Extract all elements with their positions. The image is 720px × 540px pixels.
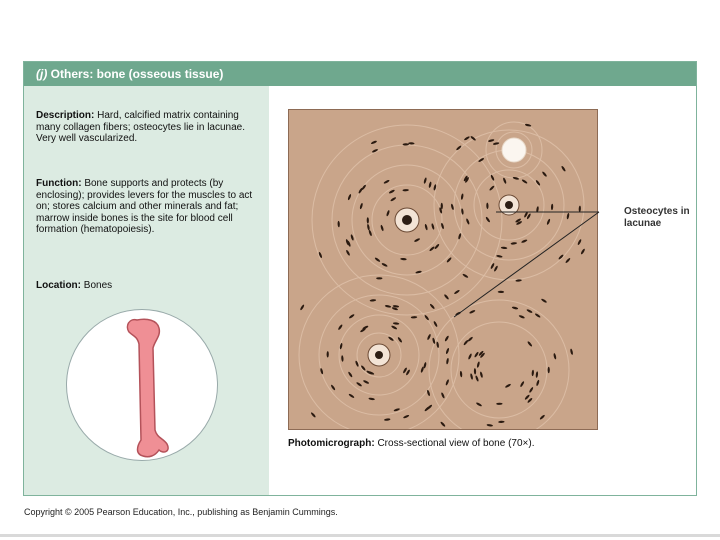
osteocytes-annotation: Osteocytes in lacunae xyxy=(624,206,690,229)
location-text: Bones xyxy=(83,280,113,291)
location-label: Location: xyxy=(36,280,81,291)
function-text: Bone supports and protects (by enclosing); provides levers for the muscles to act on; stores calcium and other minerals and fat; marrow inside bones is the site for blood cell formation (hematopoiesis). xyxy=(36,178,253,235)
figure-panel xyxy=(23,61,697,496)
photomicrograph-caption xyxy=(288,438,534,449)
caption-text: Cross-sectional view of bone (70×). xyxy=(377,438,535,449)
caption-label: Photomicrograph: xyxy=(288,438,375,449)
annotation-leader-lines xyxy=(24,62,696,495)
description-text: Hard, calcified matrix containing many collagen fibers; osteocytes lie in lacunae. Very well vascularized. xyxy=(36,110,246,144)
figure-title: Others: bone (osseous tissue) xyxy=(50,67,224,81)
copyright-text: Copyright © 2005 Pearson Education, Inc., publishing as Benjamin Cummings. xyxy=(24,507,338,517)
function-label: Function: xyxy=(36,178,82,189)
description-label: Description: xyxy=(36,110,95,121)
figure-letter: (j) xyxy=(36,67,48,81)
bottom-divider xyxy=(0,534,720,537)
